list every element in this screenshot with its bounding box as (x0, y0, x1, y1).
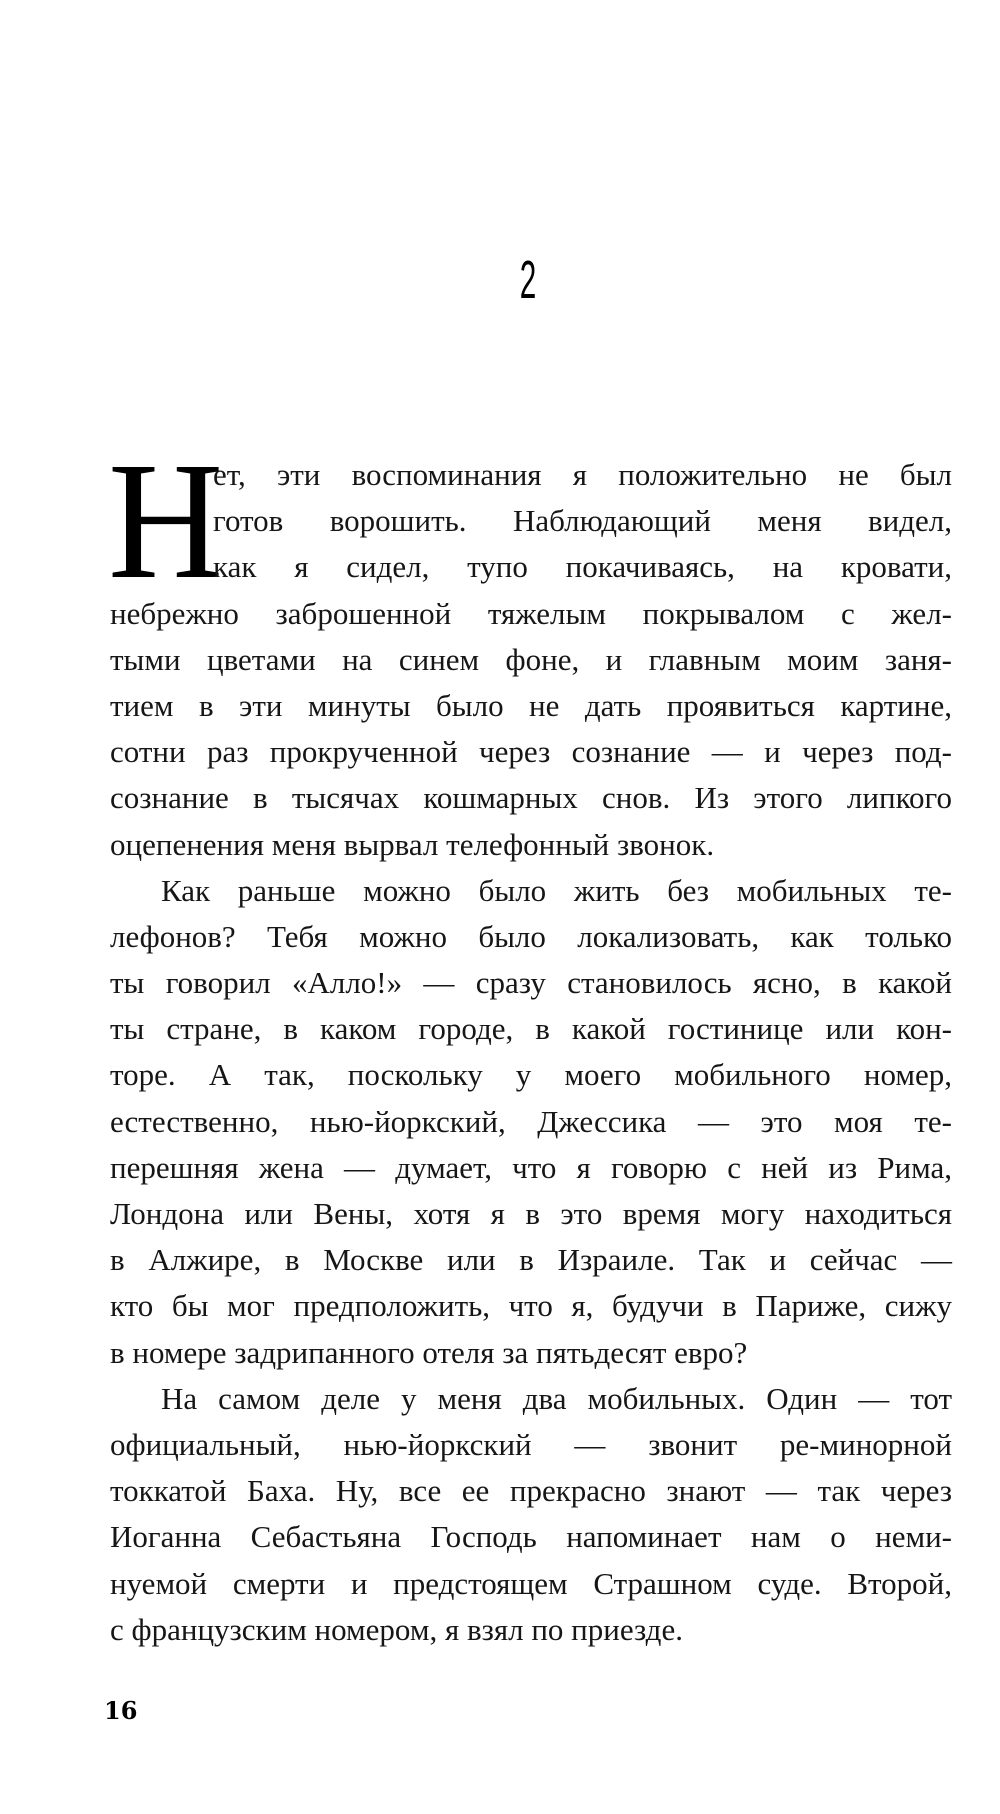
chapter-number-text: 2 (519, 250, 537, 310)
text-line: сотни раз прокрученной через сознание — и через под- (110, 734, 952, 770)
text-line: лефонов? Тебя можно было локализовать, как только (110, 918, 952, 954)
text-line: небрежно заброшенной тяжелым покрывалом с жел- (110, 595, 952, 631)
chapter-number (238, 248, 788, 312)
text-line: ты говорил «Алло!» — сразу становилось ясно, в какой (110, 965, 952, 1001)
text-line: оцепенения меня вырвал телефонный звонок. (110, 826, 715, 862)
text-line: с французским номером, я взял по приезде. (110, 1611, 683, 1647)
paragraph-1 (108, 428, 952, 868)
text-line: перешняя жена — думает, что я говорю с ней из Рима, (110, 1149, 952, 1185)
text-line: На самом деле у меня два мобильных. Один — тот (161, 1380, 952, 1416)
text-line: торе. А так, поскольку у моего мобильного номер, (110, 1057, 952, 1093)
text-line: нуемой смерти и предстоящем Страшном суде. Второй, (110, 1565, 952, 1601)
text-line: тием в эти минуты было не дать проявиться картине, (110, 687, 952, 723)
text-line: токкатой Баха. Ну, все ее прекрасно знают — так через (110, 1473, 952, 1509)
text-line: Как раньше можно было жить без мобильных те- (161, 872, 952, 908)
text-line: ет, эти воспоминания я положительно не был (213, 457, 952, 492)
text-line: официальный, нью-йоркский — звонит ре-минорной (110, 1426, 952, 1462)
paragraph-2 (110, 868, 952, 1376)
body-text (108, 428, 952, 1653)
text-line: готов ворошить. Наблюдающий меня видел, (213, 503, 952, 539)
text-line: как я сидел, тупо покачиваясь, на кровати, (213, 549, 952, 585)
text-line: Иоганна Себастьяна Господь напоминает нам о неми- (110, 1519, 952, 1555)
text-line: тыми цветами на синем фоне, и главным моим заня- (110, 641, 952, 677)
paragraph-3 (110, 1376, 952, 1653)
text-line: в Алжире, в Москве или в Израиле. Так и сейчас — (110, 1242, 952, 1278)
text-line: кто бы мог предположить, что я, будучи в Париже, сижу (110, 1288, 952, 1324)
text-line: ты стране, в каком городе, в какой гостинице или кон- (110, 1011, 952, 1047)
text-line: естественно, нью-йоркский, Джессика — это моя те- (110, 1103, 952, 1139)
text-line: сознание в тысячах кошмарных снов. Из этого липкого (110, 780, 952, 816)
text-line: в номере задрипанного отеля за пятьдесят евро? (110, 1334, 748, 1370)
page-number: 16 (104, 1696, 138, 1725)
drop-cap-letter: Н (108, 428, 224, 614)
text-line: Лондона или Вены, хотя я в это время могу находиться (110, 1196, 952, 1231)
